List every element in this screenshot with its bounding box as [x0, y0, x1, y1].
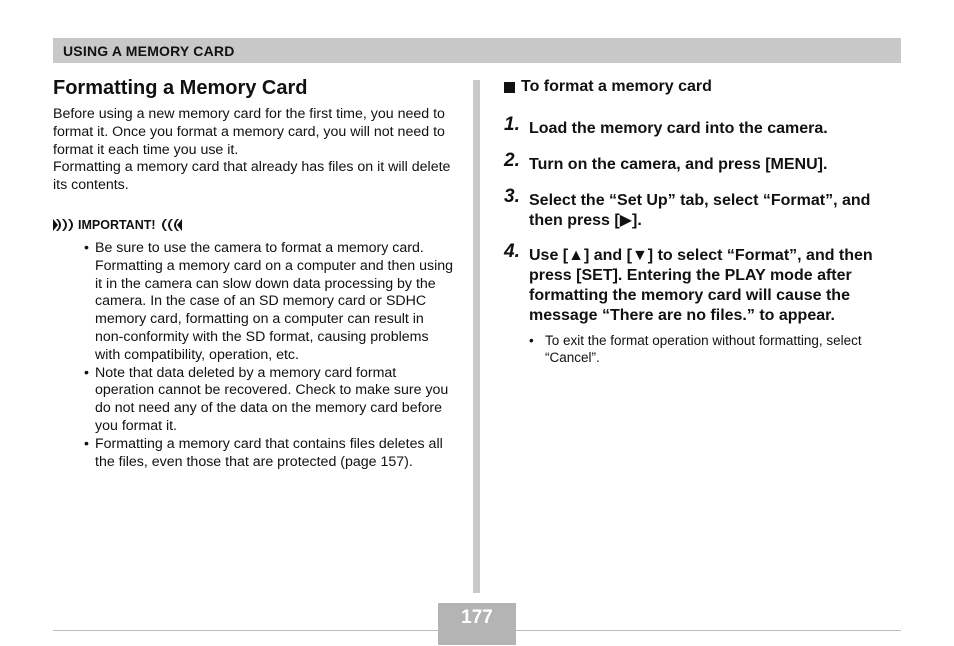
procedure-title-text: To format a memory card — [521, 78, 712, 95]
important-list — [83, 240, 455, 471]
step-text: Turn on the camera, and press [MENU]. — [529, 156, 828, 173]
list-item: • Be sure to use the camera to format a memory card. Formatting a memory card on a computer and then using it in the camera can slow down data processing by the camera. In the case of an SD memory card or SDHC memory card, formatting on a computer can result in non-conformity with the SD format, causing problems with compatibility, operation, etc. — [83, 240, 455, 365]
important-label: IMPORTANT! — [78, 218, 156, 232]
header-bar — [53, 38, 901, 63]
procedure-title — [504, 78, 712, 96]
step-2 — [504, 150, 899, 175]
step-4 — [504, 241, 899, 326]
step-number: 3. — [504, 186, 520, 207]
step-text: Use [▲] and [▼] to select “Format”, and then press [SET]. Entering the PLAY mode after formatting the memory card will cause the message “There are no files.” to appear. — [529, 247, 873, 324]
column-divider — [473, 80, 480, 593]
step-number: 4. — [504, 241, 520, 262]
step-note: • To exit the format operation without formatting, select “Cancel”. — [529, 332, 895, 366]
intro-paragraph: Before using a new memory card for the first time, you need to format it. Once you format a memory card, you will not need to format it each time you use it. — [53, 106, 445, 158]
important-marks-left-icon — [53, 219, 75, 231]
step-text: Select the “Set Up” tab, select “Format”, and then press [▶]. — [529, 192, 871, 229]
square-bullet-icon — [504, 82, 515, 93]
section-title: Formatting a Memory Card — [53, 77, 308, 99]
page-number-box — [438, 603, 516, 645]
important-heading — [53, 216, 182, 234]
step-number: 2. — [504, 150, 520, 171]
step-text: Load the memory card into the camera. — [529, 120, 828, 137]
header-title: USING A MEMORY CARD — [63, 43, 235, 59]
step-number: 1. — [504, 114, 520, 135]
list-item: • Formatting a memory card that contains files deletes all the files, even those that are protected (page 157). — [83, 436, 455, 472]
intro-text — [53, 106, 458, 195]
intro-paragraph: Formatting a memory card that already has files on it will delete its contents. — [53, 159, 451, 194]
step-1 — [504, 114, 899, 139]
list-item: • Note that data deleted by a memory card format operation cannot be recovered. Check to make sure you do not need any of the data on the memory card before you format it. — [83, 365, 455, 436]
page-number: 177 — [461, 607, 493, 628]
important-marks-right-icon — [160, 219, 182, 231]
step-3 — [504, 186, 899, 231]
